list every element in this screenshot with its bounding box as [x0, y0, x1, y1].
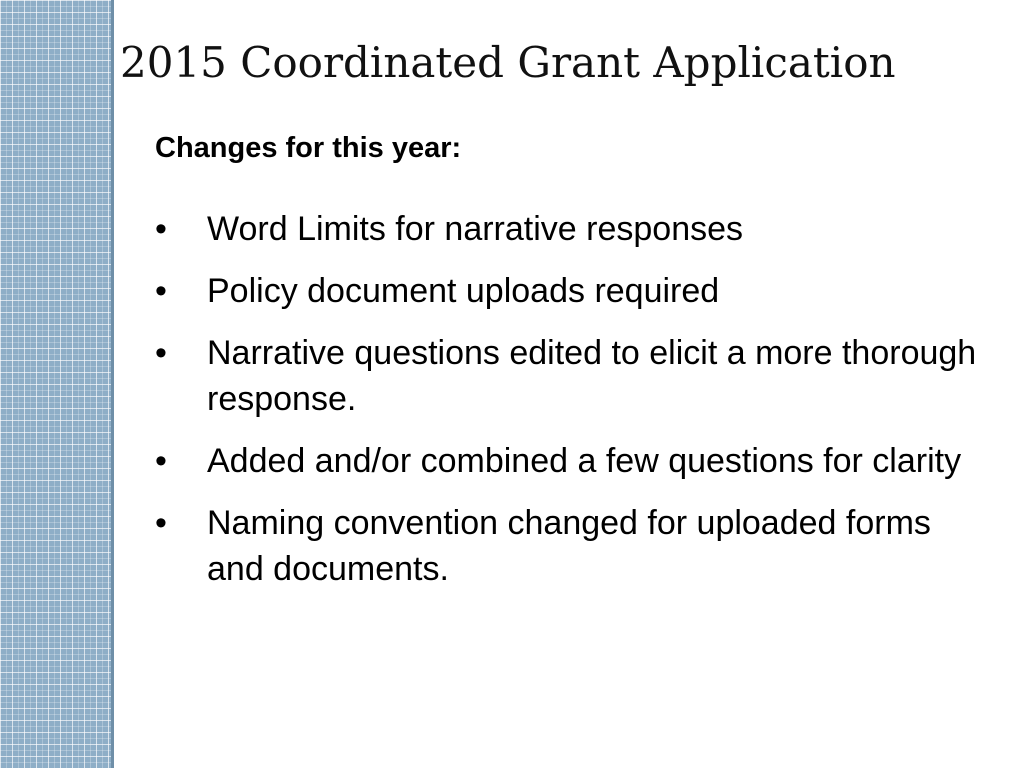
bullet-icon: •: [155, 210, 167, 248]
slide-title: 2015 Coordinated Grant Application: [120, 38, 896, 87]
bullet-item: [155, 500, 995, 592]
bullet-item: [155, 268, 995, 314]
bullet-text: Added and/or combined a few questions for clarity: [207, 442, 962, 480]
sidebar-edge-divider: [111, 0, 114, 768]
bullet-text: Policy document uploads required: [207, 272, 720, 310]
bullet-text: Word Limits for narrative responses: [207, 210, 744, 248]
bullet-text: Narrative questions edited to elicit a more thorough response.: [207, 334, 977, 418]
decorative-grid-sidebar: [0, 0, 113, 768]
bullet-text: Naming convention changed for uploaded forms and documents.: [207, 504, 931, 588]
bullet-icon: •: [155, 442, 167, 480]
bullet-item: [155, 330, 995, 422]
bullet-item: [155, 438, 995, 484]
bullet-item: [155, 206, 995, 252]
bullet-list: [155, 206, 995, 608]
bullet-icon: •: [155, 504, 167, 542]
bullet-icon: •: [155, 334, 167, 372]
slide-subtitle: Changes for this year:: [155, 132, 462, 164]
bullet-icon: •: [155, 272, 167, 310]
